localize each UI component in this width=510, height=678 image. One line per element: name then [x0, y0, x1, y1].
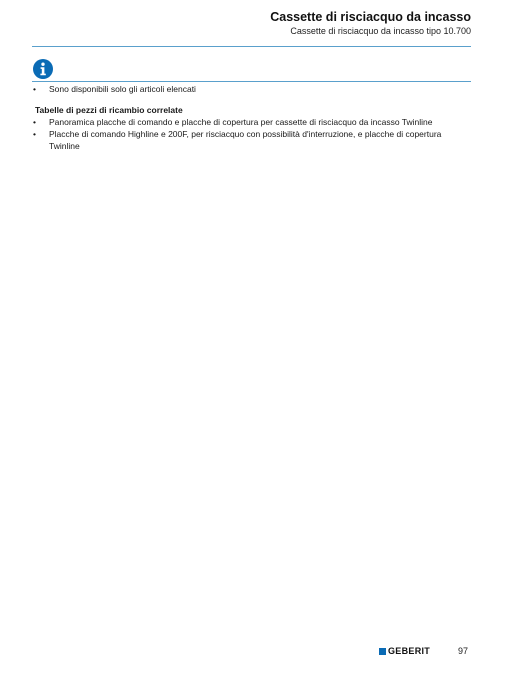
- geberit-logo: [379, 646, 430, 656]
- list-item: • Sono disponibili solo gli articoli elencati: [32, 83, 471, 95]
- page-subtitle: Cassette di risciacquo da incasso tipo 10.700: [290, 26, 471, 36]
- list-item: • Placche di comando Highline e 200F, per risciacquo con possibilità d'interruzione, e placche di copertura Twinline: [32, 128, 471, 152]
- info-icon: [33, 59, 53, 79]
- header-divider: [32, 46, 471, 47]
- related-tables-list: [32, 116, 471, 152]
- page-header: [270, 10, 471, 37]
- info-notes-list: [32, 83, 471, 95]
- logo-square-icon: [379, 648, 386, 655]
- info-divider: [32, 81, 471, 82]
- list-item: • Panoramica placche di comando e placche di copertura per cassette di risciacquo da incasso Twinline: [32, 116, 471, 128]
- brand-name: GEBERIT: [388, 646, 431, 656]
- page-title: Cassette di risciacquo da incasso: [270, 10, 471, 24]
- related-tables-heading: Tabelle di pezzi di ricambio correlate: [35, 105, 183, 115]
- page-number: 97: [457, 646, 468, 656]
